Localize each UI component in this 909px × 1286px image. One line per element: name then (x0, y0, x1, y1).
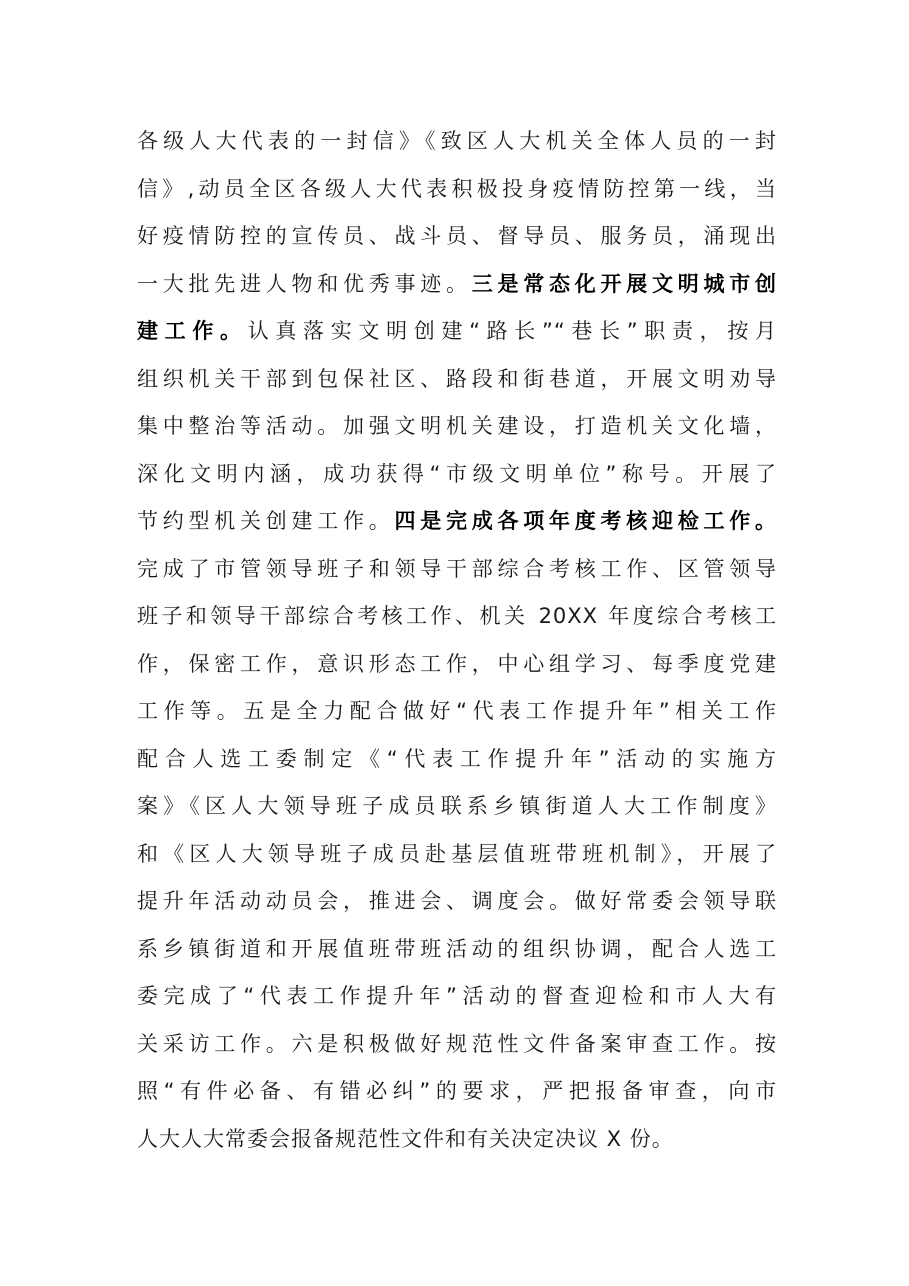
text-line (137, 783, 777, 831)
text-line (137, 1021, 777, 1069)
text-run: 和《区人大领导班子成员赴基层值班带班机制》，开展了 (137, 841, 777, 866)
text-run: 节约型机关创建工作。 (137, 509, 395, 533)
text-run: 班子和领导干部综合考核工作、机关 20XX 年度综合考核工 (137, 604, 777, 628)
text-line (137, 166, 777, 214)
body-paragraph (137, 118, 777, 1163)
text-run: 作，保密工作，意识形态工作，中心组学习、每季度党建 (137, 651, 777, 676)
text-run: 信》,动员全区各级人大代表积极投身疫情防控第一线，当 (137, 176, 777, 201)
text-line (137, 213, 777, 261)
text-line (137, 878, 777, 926)
text-line (137, 403, 777, 451)
text-line (137, 546, 777, 594)
bold-heading-run: 三是常态化开展文明城市创 (471, 271, 777, 296)
bold-heading-run: 四是完成各项年度考核迎检工作。 (394, 509, 777, 533)
text-line (137, 973, 777, 1021)
text-line (137, 356, 777, 404)
text-line (137, 261, 777, 309)
text-line (137, 118, 777, 166)
text-line (137, 1068, 777, 1116)
text-run: 一大批先进人物和优秀事迹。 (137, 271, 472, 296)
bold-heading-run: 建工作。 (137, 319, 248, 343)
text-run: 关采访工作。六是积极做好规范性文件备案审查工作。按 (137, 1031, 777, 1056)
text-run: 配合人选工委制定《“代表工作提升年”活动的实施方 (137, 746, 777, 771)
text-line (137, 831, 777, 879)
text-run: 认真落实文明创建“路长”“巷长”职责，按月 (247, 319, 777, 343)
text-run: 照“有件必备、有错必纠”的要求，严把报备审查，向市 (137, 1079, 777, 1103)
text-line (137, 736, 777, 784)
text-run: 工作等。五是全力配合做好“代表工作提升年”相关工作 (137, 699, 777, 723)
text-line (137, 593, 777, 641)
text-run: 各级人大代表的一封信》《致区人大机关全体人员的一封 (137, 129, 777, 153)
text-run: 集中整治等活动。加强文明机关建设，打造机关文化墙， (137, 414, 777, 438)
text-line (137, 926, 777, 974)
text-run: 委完成了“代表工作提升年”活动的督查迎检和市人大有 (137, 984, 777, 1008)
text-line (137, 498, 777, 546)
text-run: 深化文明内涵，成功获得“市级文明单位”称号。开展了 (137, 461, 777, 486)
text-run: 完成了市管领导班子和领导干部综合考核工作、区管领导 (137, 556, 777, 581)
text-line (137, 688, 777, 736)
text-line (137, 451, 777, 499)
text-run: 提升年活动动员会，推进会、调度会。做好常委会领导联 (137, 889, 777, 913)
text-line (137, 1116, 777, 1164)
text-run: 好疫情防控的宣传员、战斗员、督导员、服务员，涌现出 (137, 224, 777, 248)
text-run: 组织机关干部到包保社区、路段和街巷道，开展文明劝导 (137, 366, 777, 391)
text-run: 人大人大常委会报备规范性文件和有关决定决议 X 份。 (137, 1126, 674, 1151)
text-run: 系乡镇街道和开展值班带班活动的组织协调，配合人选工 (137, 936, 777, 961)
text-line (137, 641, 777, 689)
text-run: 案》《区人大领导班子成员联系乡镇街道人大工作制度》 (137, 794, 777, 818)
text-line (137, 308, 777, 356)
